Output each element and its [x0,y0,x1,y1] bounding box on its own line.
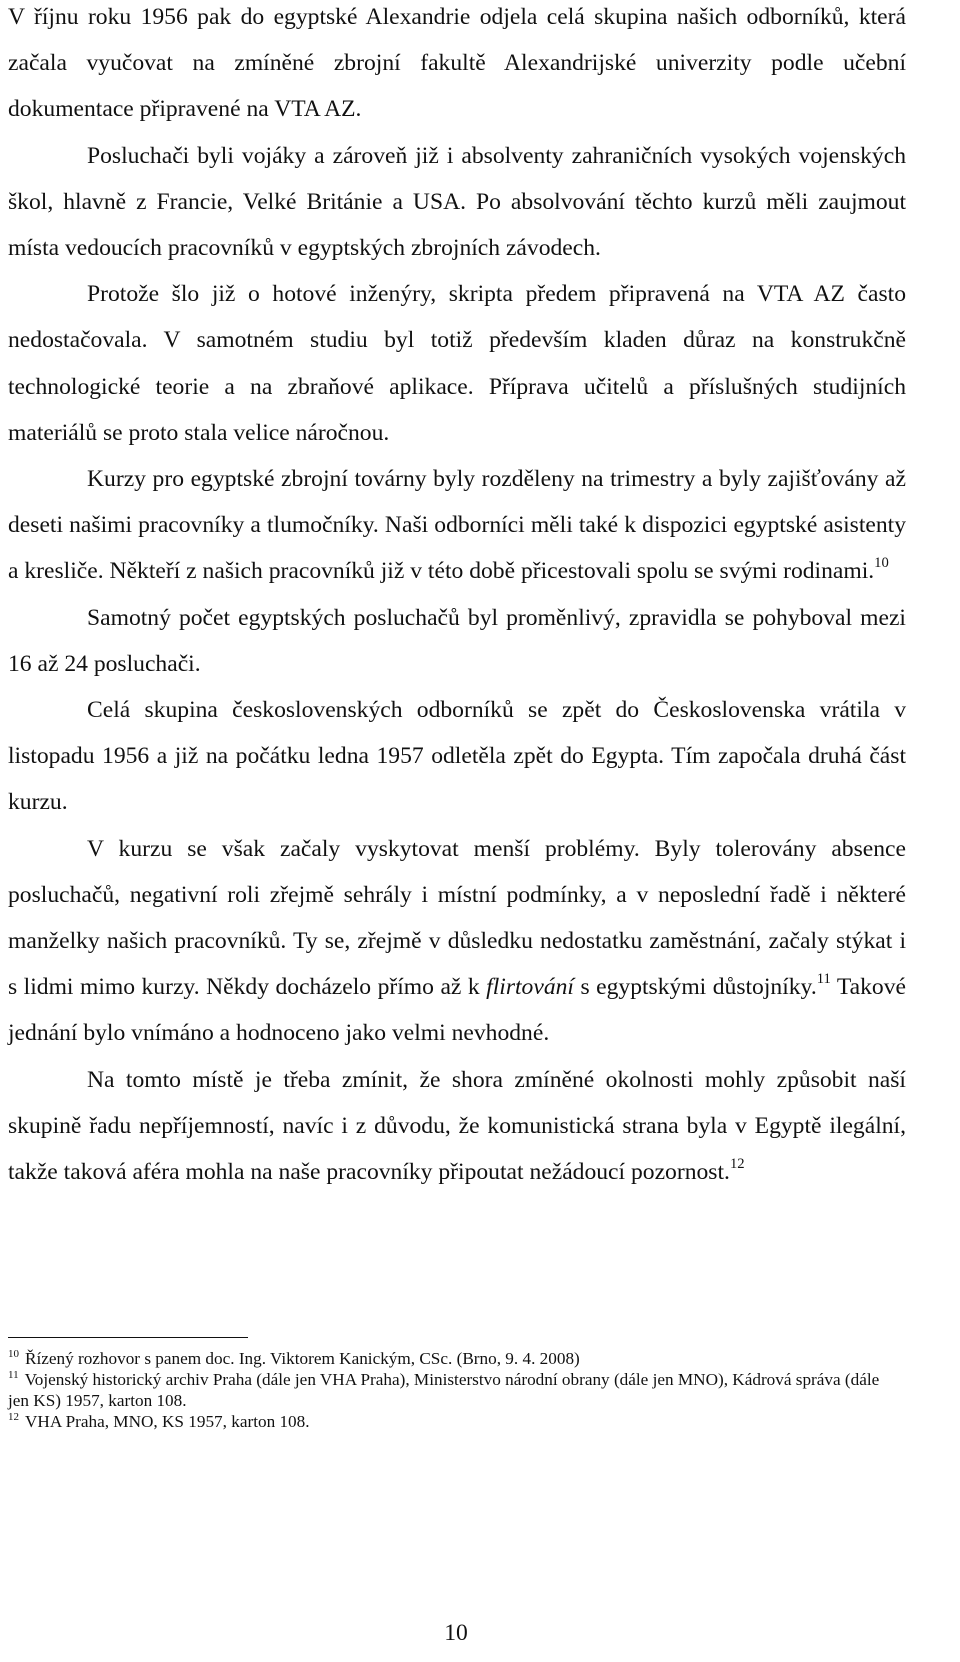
footnote-text: Vojenský historický archiv Praha (dále jen VHA Praha), Ministerstvo národní obrany (dále jen MNO), Kádrová správa (dále jen KS) 1957, karton 108. [8,1370,880,1410]
paragraph-text: Protože šlo již o hotové inženýry, skripta předem připravená na VTA AZ často nedostačovala. V samotném studiu byl totiž především kladen důraz na konstrukčně technologické teorie a na zbraňové aplikace. Příprava učitelů a příslušných studijních materiálů se proto stala velice náročnou. [8,281,906,446]
footnote-number: 11 [8,1369,19,1381]
paragraph-text: Kurzy pro egyptské zbrojní továrny byly rozděleny na trimestry a byly zajišťovány až deseti našimi pracovníky a tlumočníky. Naši odborníci měli také k dispozici egyptské asistenty a kresliče. Někteří z našich pracovníků již v této době přicestovali spolu se svými rodinami. [8,466,906,585]
paragraph-text: V kurzu se však začaly vyskytovat menší problémy. Byly tolerovány absence posluchačů, negativní roli zřejmě sehrály i místní podmínky, a v neposlední řadě i některé manželky našich pracovníků. Ty se, zřejmě v důsledku nedostatku zaměstnání, začaly stýkat i s lidmi mimo kurzy. Někdy docházelo přímo až k [8,835,906,1001]
footnote-ref-10[interactable]: 10 [874,555,889,572]
paragraph-4 [8,456,906,595]
footnote-separator [8,1337,248,1338]
paragraph-5 [8,595,906,687]
paragraph-2 [8,133,906,272]
footnote-text: Řízený rozhovor s panem doc. Ing. Viktorem Kanickým, CSc. (Brno, 9. 4. 2008) [25,1349,580,1368]
footnote-text: VHA Praha, MNO, KS 1957, karton 108. [25,1412,310,1431]
paragraph-text: Samotný počet egyptských posluchačů byl proměnlivý, zpravidla se pohyboval mezi 16 až 24 posluchači. [8,604,906,677]
footnote-12 [8,1411,888,1432]
italic-term: flirtování [486,974,574,1001]
body-text [8,0,906,1195]
footnote-number: 12 [8,1411,19,1423]
paragraph-text: s egyptskými důstojníky. [573,974,817,1001]
paragraph-text: Na tomto místě je třeba zmínit, že shora zmíněné okolnosti mohly způsobit naší skupině řadu nepříjemností, navíc i z důvodu, že komunistická strana byla v Egyptě ilegální, takže taková aféra mohla na naše pracovníky připoutat nežádoucí pozornost. [8,1066,906,1186]
footnote-number: 10 [8,1348,19,1360]
paragraph-text: Takové jednání bylo vnímáno a hodnoceno jako velmi nevhodné. [8,974,906,1047]
paragraph-text: V říjnu roku 1956 pak do egyptské Alexandrie odjela celá skupina našich odborníků, která začala vyučovat na zmíněné zbrojní fakultě Alexandrijské univerzity podle učební dokumentace připravené na VTA AZ. [8,4,906,123]
paragraph-text: Celá skupina československých odborníků se zpět do Československa vrátila v listopadu 1956 a již na počátku ledna 1957 odletěla zpět do Egypta. Tím započala druhá část kurzu. [8,697,906,816]
footnote-ref-11[interactable]: 11 [816,971,831,988]
footnotes [8,1348,888,1432]
paragraph-3 [8,271,906,456]
paragraph-6 [8,687,906,826]
footnote-10 [8,1348,888,1369]
footnote-11 [8,1369,888,1411]
paragraph-1 [8,0,906,133]
paragraph-8 [8,1057,906,1196]
paragraph-text: Posluchači byli vojáky a zároveň již i absolventy zahraničních vysokých vojenských škol, hlavně z Francie, Velké Británie a USA. Po absolvování těchto kurzů měli zaujmout místa vedoucích pracovníků v egyptských zbrojních závodech. [8,142,906,262]
footnote-ref-12[interactable]: 12 [729,1156,745,1173]
page-number: 10 [444,1620,468,1646]
paragraph-7 [8,826,906,1057]
